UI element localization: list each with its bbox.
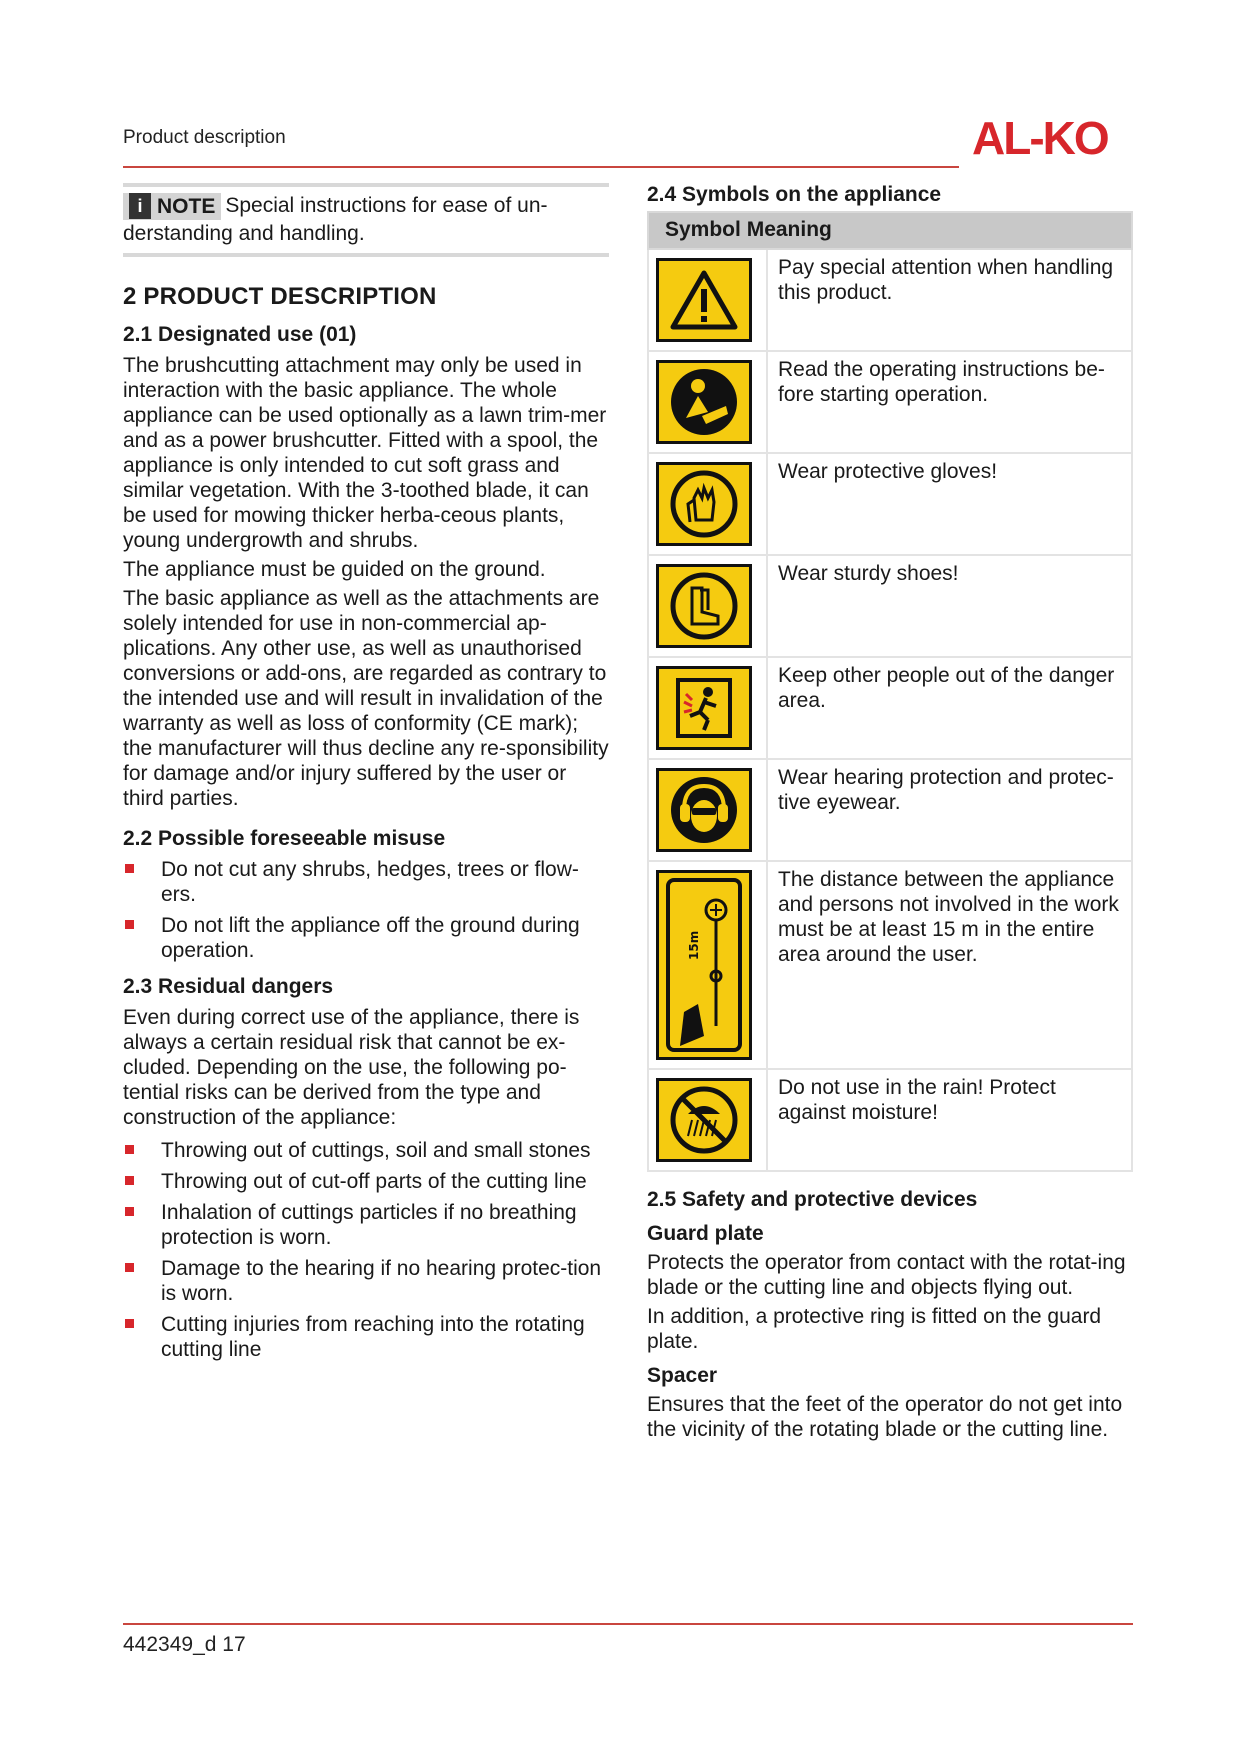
bullet-icon bbox=[125, 864, 134, 873]
hearing-eye-protection-icon bbox=[656, 768, 752, 852]
boots-icon bbox=[656, 564, 752, 648]
bullet-icon bbox=[125, 1263, 134, 1272]
symbols-heading: 2.4 Symbols on the appliance bbox=[647, 183, 942, 206]
spacer-title: Spacer bbox=[647, 1364, 718, 1387]
list-item: Inhalation of cuttings particles if no breathing protection is worn. bbox=[123, 1200, 609, 1250]
table-row bbox=[648, 351, 1132, 453]
symbols-table-header-cell: Symbol Meaning bbox=[648, 212, 1132, 249]
bullet-icon bbox=[125, 1319, 134, 1328]
symbol-meaning: Pay special attention when handling this product. bbox=[767, 249, 1132, 351]
residual-dangers-heading: 2.3 Residual dangers bbox=[123, 974, 334, 998]
list-item: Cutting injuries from reaching into the rotating cutting line bbox=[123, 1312, 609, 1362]
section-title: 2 PRODUCT DESCRIPTION bbox=[123, 282, 437, 310]
read-manual-icon bbox=[656, 360, 752, 444]
designated-use-heading: 2.1 Designated use (01) bbox=[123, 322, 357, 346]
list-item: Do not lift the appliance off the ground during operation. bbox=[123, 913, 609, 963]
bullet-icon bbox=[125, 1145, 134, 1154]
info-icon: i bbox=[129, 193, 151, 219]
bullet-icon bbox=[125, 1176, 134, 1185]
footer-doc-number: 442349_d 17 bbox=[123, 1633, 246, 1656]
note-label: NOTE bbox=[157, 194, 216, 218]
symbol-meaning: Keep other people out of the danger area. bbox=[767, 657, 1132, 759]
residual-dangers-list bbox=[123, 1138, 609, 1362]
no-rain-icon bbox=[656, 1078, 752, 1162]
header-section-title: Product description bbox=[123, 127, 286, 148]
symbols-table bbox=[647, 211, 1133, 1172]
symbol-meaning: Read the operating instructions be-fore starting operation. bbox=[767, 351, 1132, 453]
list-item: Throwing out of cut-off parts of the cutting line bbox=[123, 1169, 609, 1194]
table-row bbox=[648, 759, 1132, 861]
note-text: Special instructions for ease of un-derstanding and handling. bbox=[123, 194, 548, 245]
alko-logo-text: AL-KO bbox=[972, 112, 1108, 162]
bullet-icon bbox=[125, 1207, 134, 1216]
guard-plate-p1: Protects the operator from contact with the rotat-ing blade or the cutting line and objects flying out. bbox=[647, 1251, 1126, 1299]
misuse-list bbox=[123, 857, 609, 963]
residual-dangers-intro: Even during correct use of the appliance, there is always a certain residual risk that cannot be ex-cluded. Depending on the use, the following po-tential risks can be derived from the type and construction of the appliance: bbox=[123, 1005, 580, 1129]
misuse-heading: 2.2 Possible foreseeable misuse bbox=[123, 826, 446, 850]
note-tag bbox=[123, 193, 221, 220]
list-item: Damage to the hearing if no hearing protec-tion is worn. bbox=[123, 1256, 609, 1306]
symbol-meaning: Wear hearing protection and protec-tive eyewear. bbox=[767, 759, 1132, 861]
safety-devices-heading: 2.5 Safety and protective devices bbox=[647, 1188, 978, 1211]
gloves-icon bbox=[656, 462, 752, 546]
note-box bbox=[123, 183, 609, 257]
table-row bbox=[648, 555, 1132, 657]
alko-logo bbox=[972, 112, 1134, 162]
guard-plate-title: Guard plate bbox=[647, 1222, 764, 1245]
guard-plate-p2: In addition, a protective ring is fitted on the guard plate. bbox=[647, 1305, 1102, 1353]
table-row bbox=[648, 1069, 1132, 1171]
header-divider bbox=[123, 166, 959, 168]
spacer-p: Ensures that the feet of the operator do not get into the vicinity of the rotating blade or the cutting line. bbox=[647, 1393, 1123, 1441]
designated-use-p1: The brushcutting attachment may only be used in interaction with the basic appliance. The whole appliance can be used optionally as a lawn trim-mer and as a power brushcutter. Fitted with a spool, the appliance is only intended to cut soft grass and similar vegetation. With the 3-toothed blade, it can be used for mowing thicker herba-ceous plants, young undergrowth and shrubs. bbox=[123, 353, 607, 552]
footer-divider bbox=[123, 1623, 1133, 1625]
svg-text:15m: 15m bbox=[687, 930, 701, 960]
distance-15m-icon bbox=[656, 870, 752, 1060]
symbol-meaning: The distance between the appliance and persons not involved in the work must be at least 15 m in the entire area around the user. bbox=[767, 861, 1132, 1069]
table-row bbox=[648, 861, 1132, 1069]
table-row bbox=[648, 249, 1132, 351]
designated-use-p3: The basic appliance as well as the attachments are solely intended for use in non-commercial ap-plications. Any other use, as well as unauthorised conversions or add-ons, are regarded as contrary to the intended use and will result in invalidation of the warranty as well as loss of conformity (CE mark); the manufacturer will thus decline any re-sponsibility for damage and/or injury suffered by the user or third parties. bbox=[123, 586, 609, 810]
list-item: Do not cut any shrubs, hedges, trees or flow-ers. bbox=[123, 857, 609, 907]
right-column bbox=[647, 183, 1133, 1446]
bullet-icon bbox=[125, 920, 134, 929]
symbols-table-header bbox=[648, 212, 1132, 249]
symbol-meaning: Do not use in the rain! Protect against moisture! bbox=[767, 1069, 1132, 1171]
list-item: Throwing out of cuttings, soil and small stones bbox=[123, 1138, 609, 1163]
warning-triangle-icon bbox=[656, 258, 752, 342]
symbol-meaning: Wear sturdy shoes! bbox=[767, 555, 1132, 657]
symbol-meaning: Wear protective gloves! bbox=[767, 453, 1132, 555]
designated-use-p2: The appliance must be guided on the ground. bbox=[123, 557, 546, 581]
table-row bbox=[648, 657, 1132, 759]
left-column bbox=[123, 183, 609, 1374]
table-row bbox=[648, 453, 1132, 555]
keep-away-icon bbox=[656, 666, 752, 750]
